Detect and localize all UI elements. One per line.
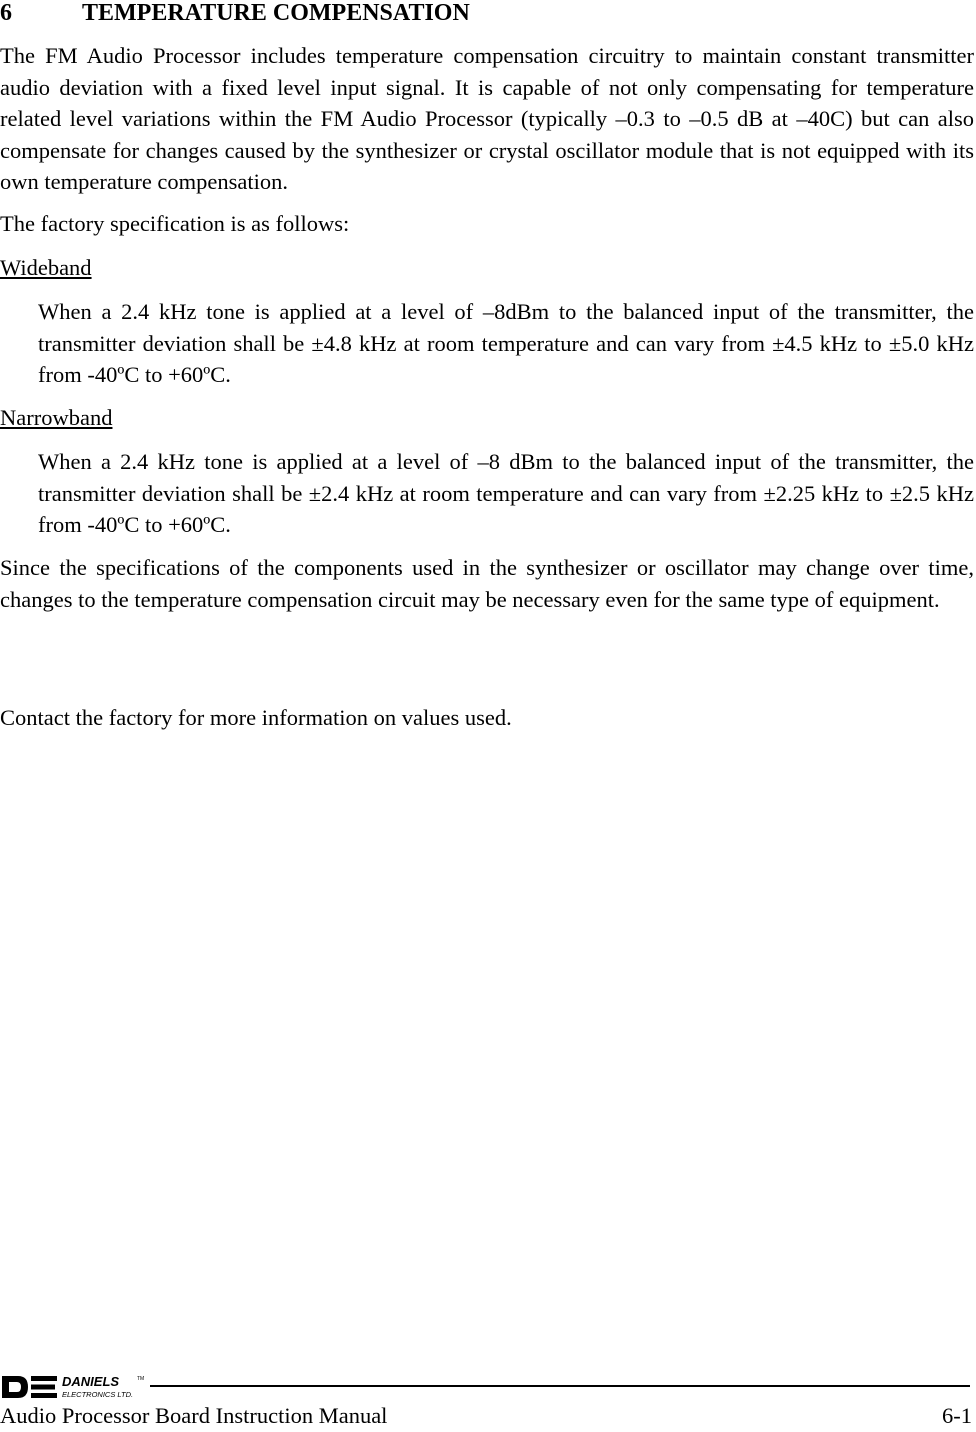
section-heading bbox=[0, 0, 470, 30]
contact-paragraph: Contact the factory for more information on values used. bbox=[0, 705, 512, 730]
narrowband-heading: Narrowband bbox=[0, 405, 113, 430]
daniels-logo-mark bbox=[2, 1376, 57, 1398]
section-number: 6 bbox=[0, 0, 12, 26]
intro-paragraph: The FM Audio Processor includes temperature compensation circuitry to maintain constant transmitter audio deviation with a fixed level input signal. It is capable of not only compensating for temperature related level variations within the FM Audio Processor (typically –0.3 to –0.5 dB at –40C) but can also compensate for changes caused by the synthesizer or crystal oscillator module that is not equipped with its own temperature compensation. bbox=[0, 43, 974, 194]
wideband-paragraph: When a 2.4 kHz tone is applied at a level of –8dBm to the balanced input of the transmitter, the transmitter deviation shall be ±4.8 kHz at room temperature and can vary from ±4.5 kHz to ±5.0 kHz from -40ºC to +60ºC. bbox=[38, 299, 974, 387]
since-paragraph: Since the specifications of the components used in the synthesizer or oscillator may change over time, changes to the temperature compensation circuit may be necessary even for the same type of equipment. bbox=[0, 555, 974, 612]
factory-spec-paragraph: The factory specification is as follows: bbox=[0, 211, 350, 236]
footer-rule bbox=[150, 1385, 970, 1387]
daniels-logo-name: DANIELS bbox=[62, 1374, 120, 1389]
daniels-logo-tm: TM bbox=[137, 1376, 145, 1382]
footer-page-number: 6-1 bbox=[942, 1403, 972, 1428]
daniels-logo-subtitle: ELECTRONICS LTD. bbox=[62, 1390, 134, 1399]
wideband-heading: Wideband bbox=[0, 255, 92, 280]
footer-manual-title: Audio Processor Board Instruction Manual bbox=[0, 1403, 388, 1428]
narrowband-paragraph: When a 2.4 kHz tone is applied at a level of –8 dBm to the balanced input of the transmitter, the transmitter deviation shall be ±2.4 kHz at room temperature and can vary from ±2.25 kHz to ±2.5 kHz from -40ºC to +60ºC. bbox=[38, 449, 974, 537]
section-title: TEMPERATURE COMPENSATION bbox=[82, 0, 470, 26]
daniels-logo bbox=[0, 1373, 150, 1401]
